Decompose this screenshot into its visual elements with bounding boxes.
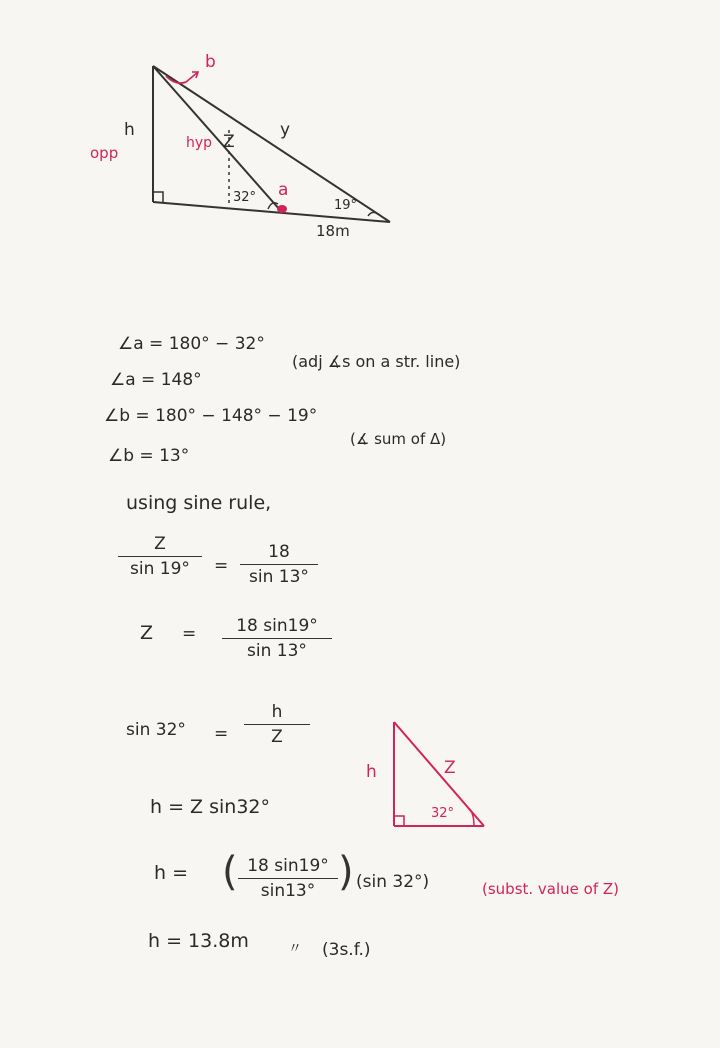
step-angle-b-reason: (∡ sum of Δ) — [350, 430, 447, 448]
label-angle-32: 32° — [233, 190, 257, 205]
paren-open: ( — [222, 849, 238, 895]
label-base-18m: 18m — [316, 222, 350, 240]
label-z: Z — [223, 132, 235, 152]
label-opp: opp — [90, 144, 119, 162]
label-y: y — [280, 120, 291, 140]
step-angle-a-result: ∠a = 148° — [110, 370, 202, 390]
equals-sign: = — [214, 556, 229, 576]
final-answer: h = 13.8m — [148, 930, 249, 952]
label-h: h — [124, 120, 135, 140]
label-angle-19: 19° — [334, 198, 358, 213]
fraction-18sin19-sin13: 18 sin19° sin 13° — [222, 616, 332, 661]
equals-sign: = — [214, 724, 229, 744]
h-line2-reason: (subst. value of Z) — [482, 880, 620, 898]
fraction-h-z: h Z — [244, 702, 310, 747]
z-lhs: Z — [140, 622, 154, 644]
equals-sign: = — [182, 624, 197, 644]
h-line2-sin32: (sin 32°) — [356, 872, 430, 892]
fraction-18sin19-sin13-b: 18 sin19° sin13° — [238, 856, 338, 901]
label-32-small-triangle: 32° — [431, 806, 455, 821]
step-angle-a: ∠a = 180° − 32° — [118, 334, 265, 354]
step-angle-a-reason: (adj ∡s on a str. line) — [292, 352, 461, 371]
label-hyp: hyp — [186, 135, 213, 151]
fraction-18-sin13: 18 sin 13° — [240, 542, 318, 587]
step-angle-b-result: ∠b = 13° — [108, 446, 190, 466]
fraction-z-sin19: Z sin 19° — [118, 534, 202, 579]
paren-close: ) — [338, 849, 354, 895]
final-answer-mark: 〃 — [288, 941, 302, 957]
h-equals-z-sin32: h = Z sin32° — [150, 796, 270, 818]
label-h-small-triangle: h — [366, 762, 377, 782]
h-lhs: h = — [154, 862, 189, 884]
label-angle-b: b — [205, 52, 216, 72]
label-z-small-triangle: Z — [444, 758, 456, 778]
step-angle-b: ∠b = 180° − 148° − 19° — [104, 406, 318, 426]
step-sine-rule: using sine rule, — [126, 492, 272, 514]
label-angle-a: a — [278, 180, 289, 200]
final-answer-sf: (3s.f.) — [322, 940, 371, 960]
sin32-lhs: sin 32° — [126, 720, 186, 740]
